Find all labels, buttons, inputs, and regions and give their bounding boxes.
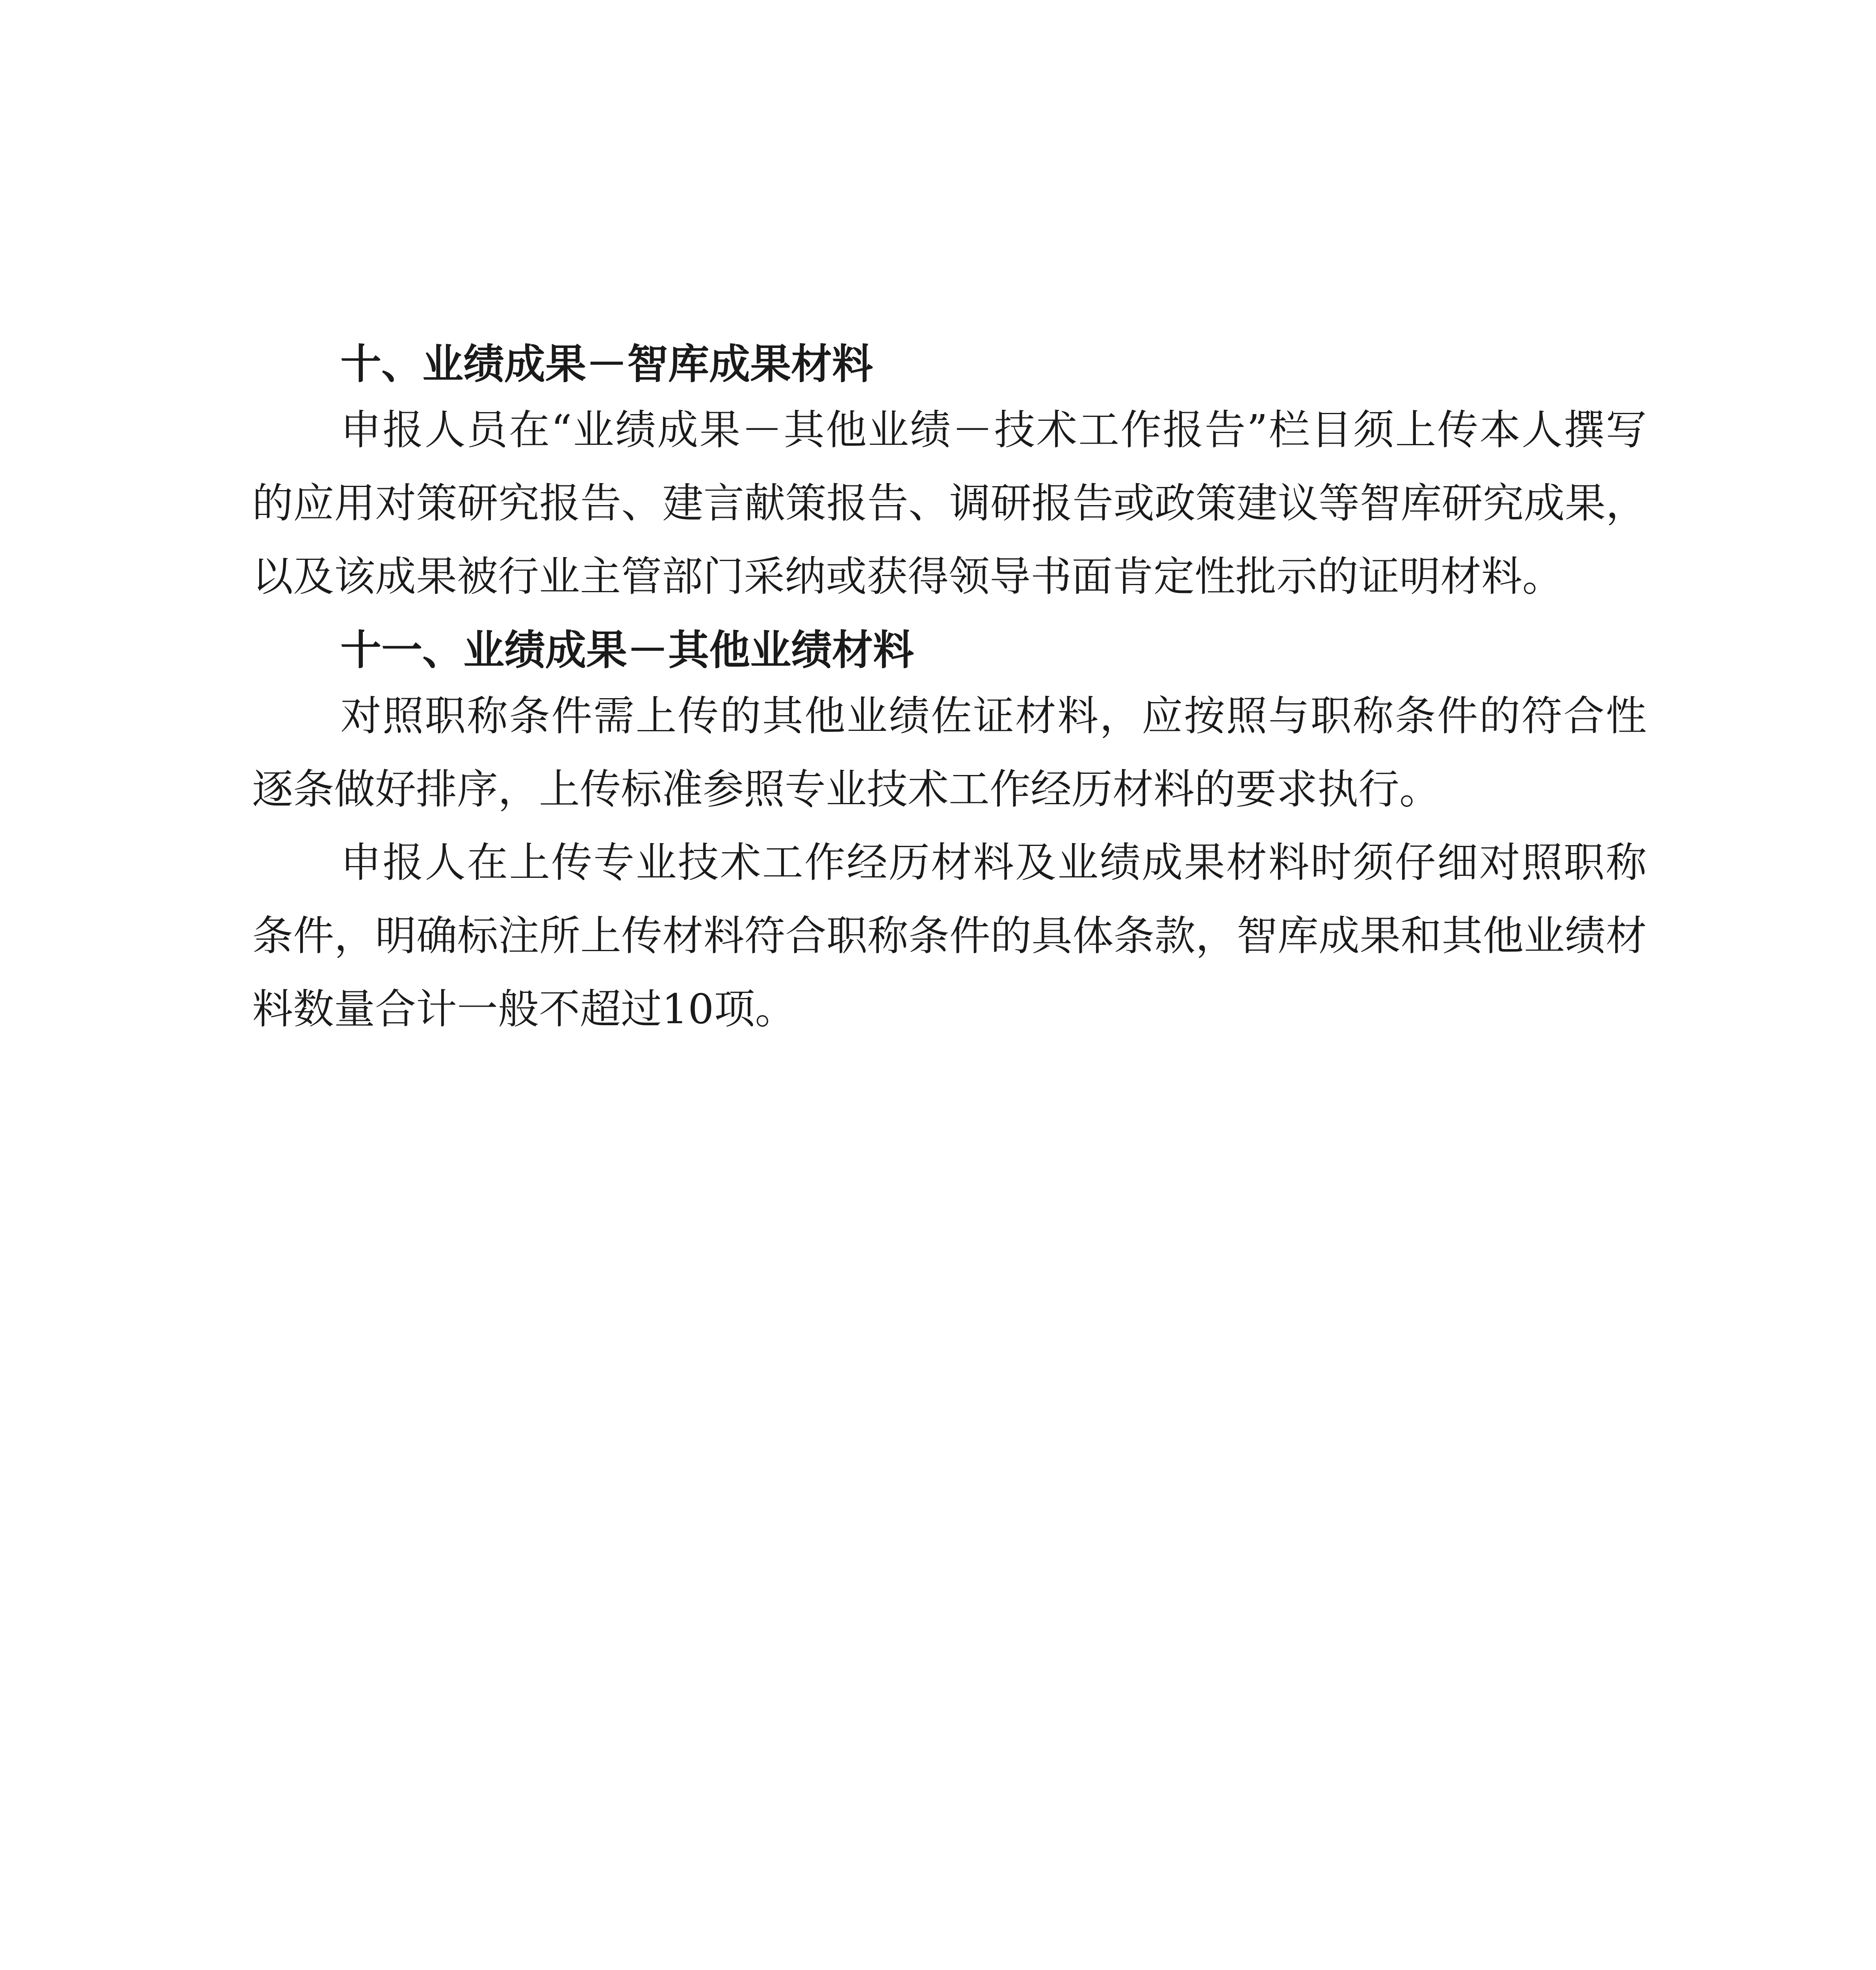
section-10-paragraph-1: 申报人员在“业绩成果－其他业绩－技术工作报告”栏目须上传本人撰写的应用对策研究报告、建言献策报告、调研报告或政策建议等智库研究成果，以及该成果被行业主管部门采纳或获得领导书面肯定性批示的证明材料。 [252, 406, 1647, 600]
section-heading-11: 十一、业绩成果－其他业绩材料 [340, 626, 914, 674]
section-heading-10: 十、业绩成果－智库成果材料 [340, 340, 873, 388]
section-spacer [252, 613, 1647, 621]
section-11-paragraph-1: 对照职称条件需上传的其他业绩佐证材料，应按照与职称条件的符合性逐条做好排序，上传标准参照专业技术工作经历材料的要求执行。 [252, 692, 1647, 813]
document-body [252, 335, 1647, 1046]
section-11-paragraph-2: 申报人在上传专业技术工作经历材料及业绩成果材料时须仔细对照职称条件，明确标注所上传材料符合职称条件的具体条款，智库成果和其他业绩材料数量合计一般不超过10项。 [252, 838, 1647, 1033]
